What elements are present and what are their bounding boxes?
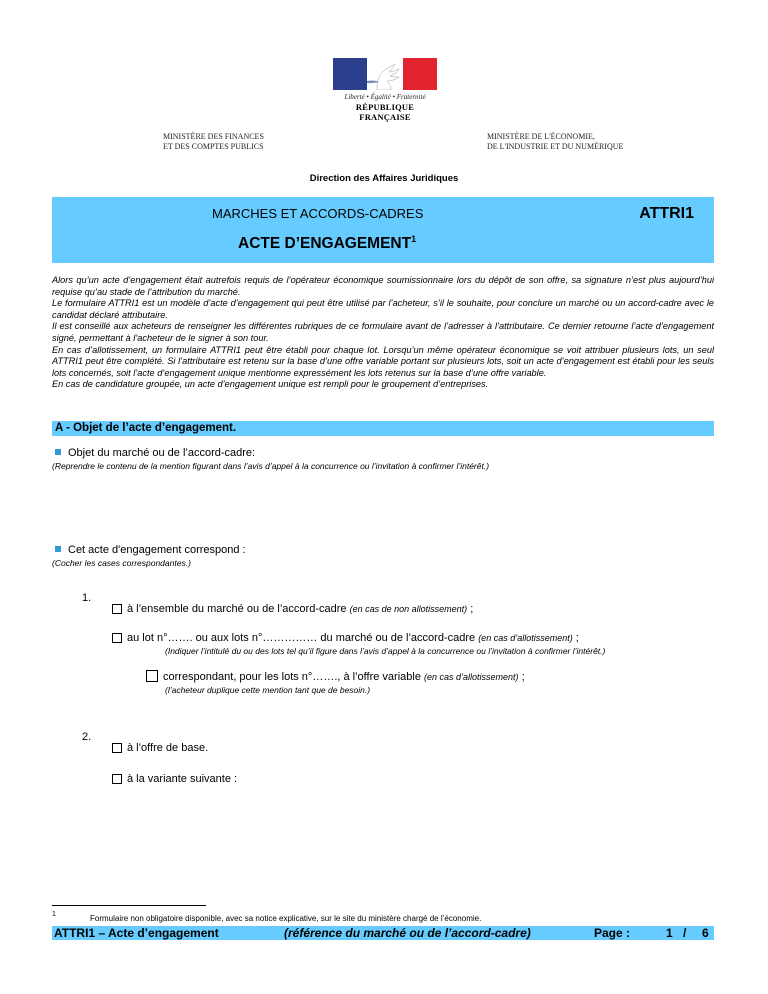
footer-page-total: 6	[702, 926, 709, 940]
intro-text	[52, 275, 714, 391]
option-whole-market: à l’ensemble du marché ou de l’accord-cadre (en cas de non allotissement) ;	[112, 603, 473, 615]
item-number-1: 1.	[82, 592, 92, 604]
ministry-left: MINISTÈRE DES FINANCES ET DES COMPTES PUBLICS	[163, 132, 264, 151]
option-lots: au lot n°……. ou aux lots n°…………… du marché ou de l’accord-cadre (en cas d’allotissement) ;	[112, 632, 579, 644]
intro-paragraph: En cas de candidature groupée, un acte d’engagement unique est rempli pour le groupement d’entreprises.	[52, 379, 489, 390]
footer-page-number: 1	[666, 926, 673, 940]
republique-francaise-logo	[333, 58, 437, 122]
title-banner	[52, 197, 714, 263]
page-title: ACTE D’ENGAGEMENT$^1$	[238, 234, 417, 253]
footer-form-name: ATTRI1 – Acte d’engagement	[54, 926, 219, 940]
bullet-icon	[55, 449, 61, 455]
form-code: ATTRI1	[639, 205, 694, 222]
footer-reference: (référence du marché ou de l’accord-cadre)	[284, 926, 531, 940]
lots-note: (Indiquer l’intitulé du ou des lots tel qu’il figure dans l’avis d’appel à la concurrence ou l’invitation à confirmer l’intérêt.)	[165, 646, 606, 656]
direction-title: Direction des Affaires Juridiques	[309, 173, 459, 184]
page-footer	[52, 926, 714, 940]
correspond-label: Cet acte d'engagement correspond :	[55, 544, 246, 556]
intro-paragraph: En cas d’allotissement, un formulaire ATTRI1 peut être établi pour chaque lot. Lorsqu’un même opérateur économique se voit attribuer plusieurs lots, un seul ATTRI1 peut être complété. Si l’attributaire est retenu sur la base d’une offre variable portant sur plusieurs lots, soit un acte d’engagement est établi pour les seuls lots concernés, soit l’acte d’engagement unique mentionne expressément les lots retenus sur la base d’une offre variable.	[52, 344, 714, 378]
item-number-2: 2.	[82, 731, 92, 743]
intro-paragraph: Le formulaire ATTRI1 est un modèle d’acte d’engagement qui peut être utilisé par l’acheteur, s’il le souhaite, pour conclure un marché ou un accord-cadre avec le candidat déclaré attributaire.	[52, 298, 714, 320]
whole-market-checkbox[interactable]	[112, 604, 122, 614]
correspond-note: (Cocher les cases correspondantes.)	[52, 558, 191, 568]
logo-motto: Liberté • Égalité • Fraternité	[344, 93, 426, 101]
intro-paragraph: Alors qu’un acte d’engagement était autrefois requis de l’opérateur économique soumissionnaire lors du dépôt de son offre, sa signature n’est plus aujourd’hui requise qu’au stade de l’attribution du marché.	[52, 275, 714, 297]
option-variant: à la variante suivante :	[112, 773, 237, 785]
base-offer-checkbox[interactable]	[112, 743, 122, 753]
bullet-icon	[55, 546, 61, 552]
ministry-right: MINISTÈRE DE L'ÉCONOMIE, DE L'INDUSTRIE ET DU NUMÉRIQUE	[487, 132, 624, 151]
variant-checkbox[interactable]	[112, 774, 122, 784]
intro-paragraph: Il est conseillé aux acheteurs de renseigner les différentes rubriques de ce formulaire avant de l’adresser à l’attributaire. Ce dernier retourne l’acte d’engagement signé, permettant à l’acheteur de le signer à son tour.	[52, 321, 714, 343]
banner-subtitle: MARCHES ET ACCORDS-CADRES	[212, 206, 424, 221]
footnote-rule	[52, 905, 206, 906]
option-variable-offer: correspondant, pour les lots n°……., à l’offre variable (en cas d’allotissement) ;	[146, 670, 525, 683]
objet-note: (Reprendre le contenu de la mention figurant dans l’avis d’appel à la concurrence ou l’invitation à confirmer l’intérêt.)	[52, 461, 490, 471]
variable-offer-checkbox[interactable]	[146, 670, 158, 682]
section-a-heading: A - Objet de l’acte d’engagement.	[52, 421, 714, 436]
objet-label: Objet du marché ou de l’accord-cadre:	[55, 447, 255, 459]
footer-page-separator: /	[683, 926, 687, 940]
variable-offer-note: (l’acheteur duplique cette mention tant que de besoin.)	[165, 685, 371, 695]
option-base-offer: à l’offre de base.	[112, 742, 208, 754]
flag-icon	[333, 58, 437, 90]
logo-republic: RÉPUBLIQUE FRANÇAISE	[355, 102, 415, 122]
footer-page-label: Page :	[594, 926, 631, 940]
lots-checkbox[interactable]	[112, 633, 122, 643]
